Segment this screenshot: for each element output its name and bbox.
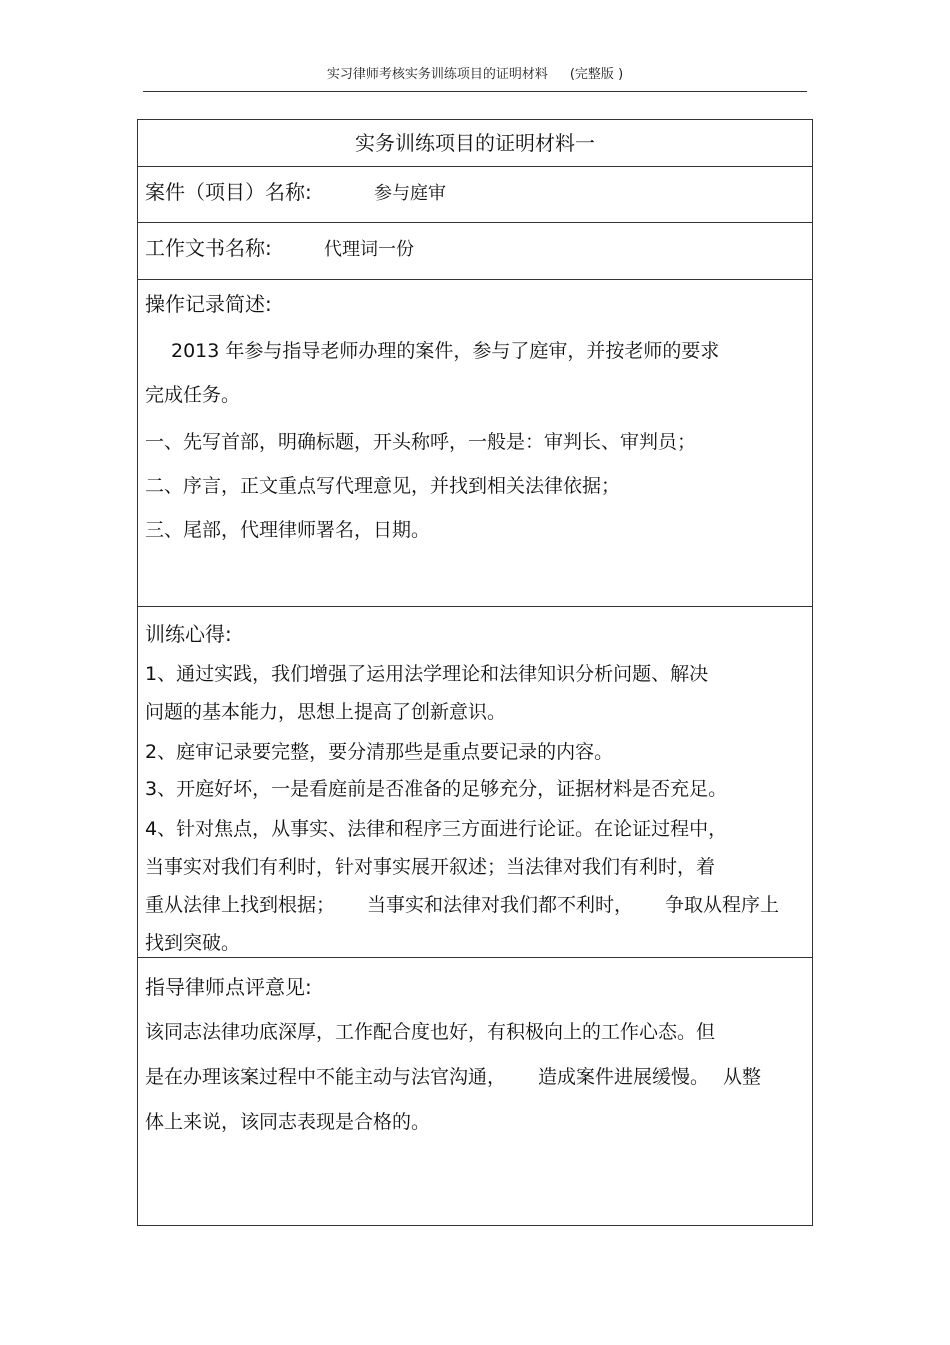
document-name-value: 代理词一份 — [324, 239, 414, 260]
document-name-row — [138, 222, 812, 279]
mentor-review-section — [138, 957, 812, 1225]
operation-record-label: 操作记录简述: — [145, 292, 272, 316]
page-header — [143, 66, 807, 84]
training-experience-segment: 当事实和法律对我们都不利时， — [367, 894, 634, 916]
training-experience-line: 1、通过实践，我们增强了运用法学理论和法律知识分析问题、解决 — [145, 663, 709, 685]
form-title-row — [138, 120, 812, 166]
training-experience-line: 2、庭审记录要完整，要分清那些是重点要记录的内容。 — [145, 741, 614, 763]
case-name-row — [138, 166, 812, 222]
mentor-review-line: 体上来说，该同志表现是合格的。 — [145, 1111, 431, 1133]
mentor-review-line: 该同志法律功底深厚，工作配合度也好，有积极向上的工作心态。但 — [145, 1021, 716, 1043]
training-experience-line: 4、针对焦点，从事实、法律和程序三方面进行论证。在论证过程中， — [145, 818, 728, 840]
training-experience-section — [138, 606, 812, 957]
page-header-title: 实习律师考核实务训练项目的证明材料 — [326, 67, 548, 82]
operation-record-line: 完成任务。 — [145, 384, 241, 406]
page-header-version: (完整版 ) — [569, 67, 624, 82]
operation-record-line: 三、尾部，代理律师署名，日期。 — [145, 519, 431, 541]
mentor-review-segment: 造成案件进展缓慢。 — [538, 1066, 710, 1088]
case-name-label: 案件（项目）名称: — [145, 180, 312, 204]
operation-record-line: 一、先写首部，明确标题，开头称呼，一般是：审判长、审判员； — [145, 431, 697, 453]
training-experience-segment: 重从法律上找到根据； — [145, 894, 336, 916]
training-experience-line — [145, 891, 779, 919]
training-experience-segment: 争取从程序上 — [665, 894, 780, 916]
training-experience-line: 找到突破。 — [145, 932, 241, 954]
training-experience-line: 问题的基本能力，思想上提高了创新意识。 — [145, 701, 507, 723]
mentor-review-label: 指导律师点评意见: — [145, 975, 312, 999]
header-divider — [143, 91, 807, 92]
training-experience-line: 3、开庭好坏，一是看庭前是否准备的足够充分，证据材料是否充足。 — [145, 778, 728, 800]
operation-record-line: 二、序言，正文重点写代理意见，并找到相关法律依据； — [145, 475, 621, 497]
mentor-review-segment: 从整 — [723, 1066, 762, 1088]
case-name-value: 参与庭审 — [374, 183, 446, 204]
certification-form-table — [137, 119, 813, 1226]
operation-record-section — [138, 279, 812, 606]
training-experience-label: 训练心得: — [145, 622, 232, 646]
training-experience-line: 当事实对我们有利时，针对事实展开叙述；当法律对我们有利时，着 — [145, 856, 716, 878]
form-title: 实务训练项目的证明材料一 — [355, 131, 595, 155]
operation-record-line: 2013 年参与指导老师办理的案件，参与了庭审，并按老师的要求 — [171, 340, 720, 362]
document-name-label: 工作文书名称: — [145, 236, 272, 260]
mentor-review-line — [145, 1063, 761, 1091]
mentor-review-segment: 是在办理该案过程中不能主动与法官沟通， — [145, 1066, 507, 1088]
